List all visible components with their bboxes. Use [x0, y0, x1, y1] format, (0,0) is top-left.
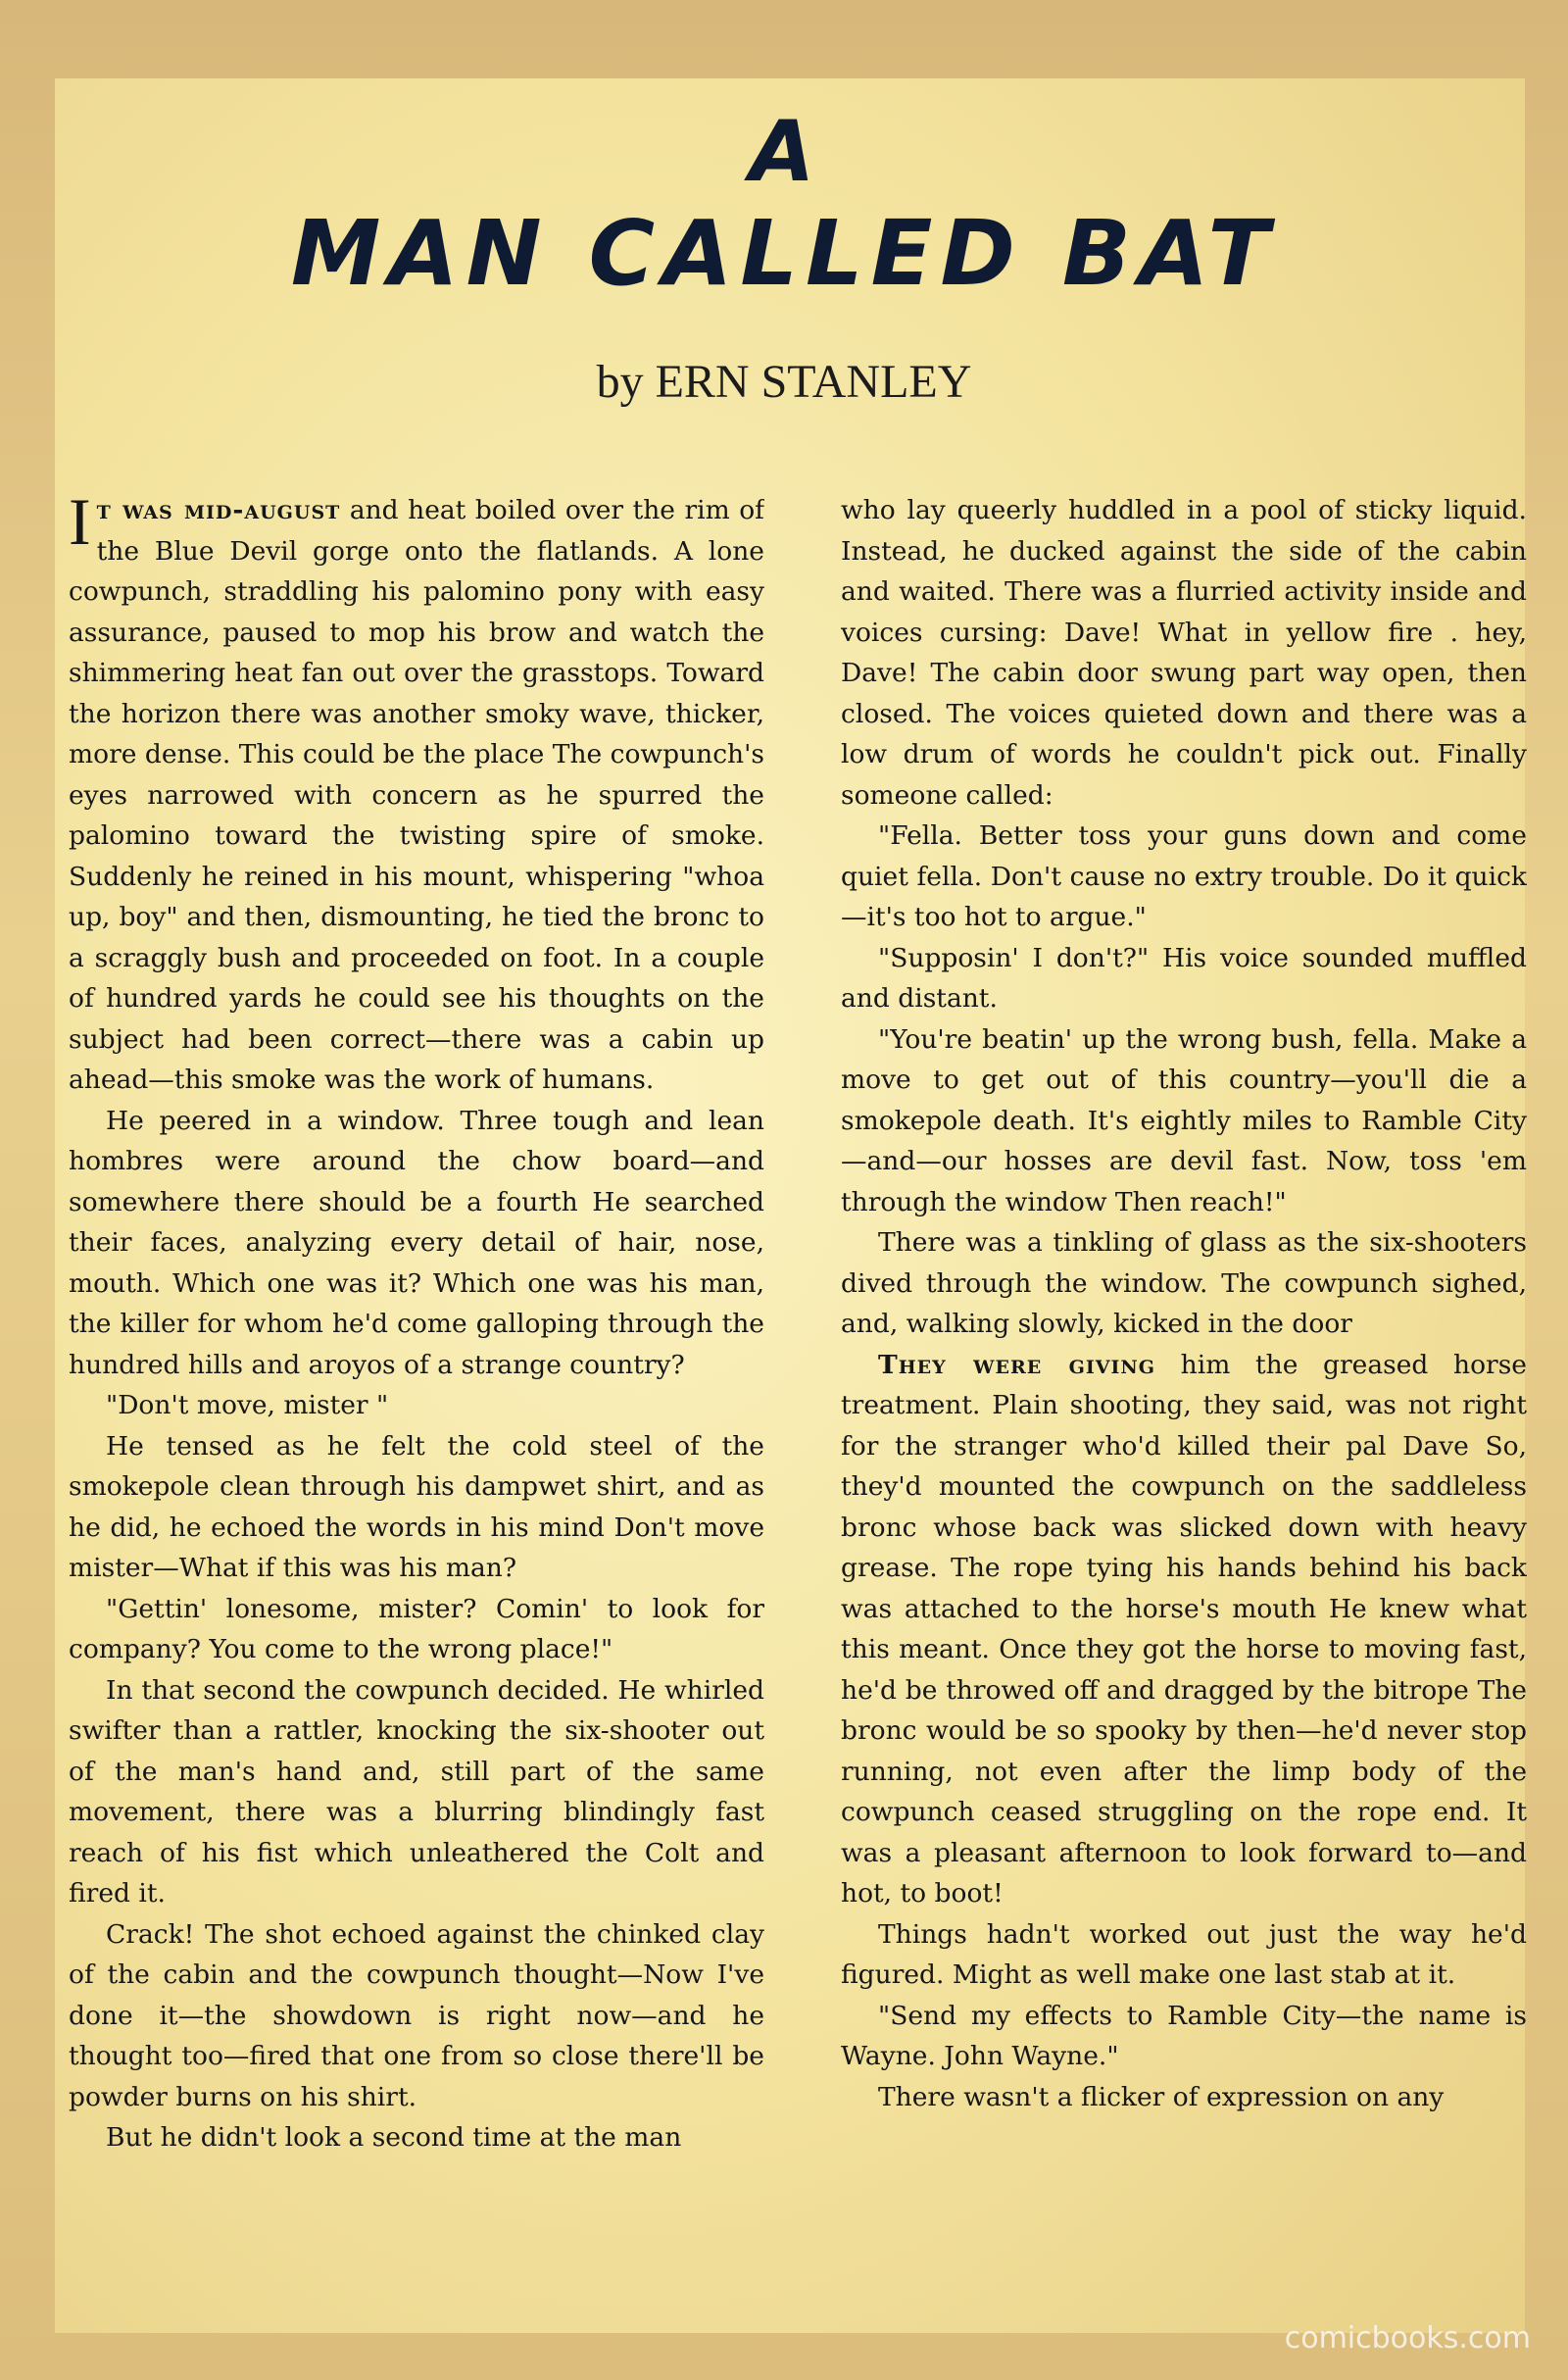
paragraph: "Fella. Better toss your guns down and come quiet fella. Don't cause no extry trouble. Do it quick—it's too hot to argue.": [841, 820, 1527, 932]
paragraph: "You're beatin' up the wrong bush, fella. Make a move to get out of this country—you'll die a smokepole death. It's eightly miles to Ramble City—and—our hosses are devil fast. Now, toss 'em through the window Then reach!": [841, 1023, 1527, 1217]
text-column-right: [841, 490, 1527, 2304]
paragraph: "Supposin' I don't?" His voice sounded muffled and distant.: [841, 942, 1527, 1014]
paragraph: Things hadn't worked out just the way he'd figured. Might as well make one last stab at it.: [841, 1918, 1527, 1990]
paragraph: He tensed as he felt the cold steel of the smokepole clean through his dampwet shirt, and as he did, he echoed the words in his mind Don't move mister—What if this was his man?: [69, 1430, 764, 1583]
paragraph: [841, 1345, 1527, 1914]
paragraph: "Gettin' lonesome, mister? Comin' to look for company? You come to the wrong place!": [69, 1593, 764, 1664]
site-watermark: comicbooks.com: [1284, 2321, 1531, 2355]
paragraph: "Don't move, mister ": [106, 1390, 389, 1420]
paragraph: "Send my effects to Ramble City—the name is Wayne. John Wayne.": [841, 2000, 1527, 2071]
paragraph: But he didn't look a second time at the man: [106, 2122, 682, 2153]
paragraph: There was a tinkling of glass as the six-shooters dived through the window. The cowpunch sighed, and, walking slowly, kicked in the door: [841, 1227, 1527, 1339]
lead-in-smallcaps: They were giving: [878, 1349, 1156, 1380]
story-title-article: A: [749, 103, 819, 201]
paragraph: Crack! The shot echoed against the chinked clay of the cabin and the cowpunch thought—Now I've done it—the showdown is right now—and he thought too—fired that one from so close there'll be powder burns on his shirt.: [69, 1918, 764, 2112]
paragraph-text: him the greased horse treatment. Plain shooting, they said, was not right for the stranger who'd killed their pal Dave So, they'd mounted the cowpunch on the saddleless bronc whose back was slicked down with heavy grease. The rope tying his hands behind his back was attached to the horse's mouth He knew what this meant. Once they got the horse to moving fast, he'd be throwed off and dragged by the bitrope The bronc would be so spooky by then—he'd never stop running, not even after the limp body of the cowpunch ceased struggling on the rope end. It was a pleasant afternoon to look forward to—and hot, to boot!: [841, 1349, 1527, 1909]
paragraph: [69, 490, 764, 1101]
story-title: MAN CALLED BAT: [290, 201, 1278, 306]
paragraph: There wasn't a flicker of expression on any: [878, 2081, 1445, 2112]
paragraph: who lay queerly huddled in a pool of sticky liquid. Instead, he ducked against the side of the cabin and waited. There was a flurried activity inside and voices cursing: Dave! What in yellow fire . hey, Dave! The cabin door swung part way open, then closed. The voices quieted down and there was a low drum of words he couldn't pick out. Finally someone called:: [841, 495, 1527, 811]
paragraph-text: and heat boiled over the rim of the Blue Devil gorge onto the flatlands. A lone cowpunch, straddling his palomino pony with easy assurance, paused to mop his brow and watch the shimmering heat fan out over the grasstops. Toward the horizon there was another smoky wave, thicker, more dense. This could be the place The cowpunch's eyes narrowed with concern as he spurred the palomino toward the twisting spire of smoke. Suddenly he reined in his mount, whispering "whoa up, boy" and then, dismounting, he tied the bronc to a scraggly bush and proceeded on foot. In a couple of hundred yards he could see his thoughts on the subject had been correct—there was a cabin up ahead—this smoke was the work of humans.: [69, 495, 764, 1095]
paragraph: In that second the cowpunch decided. He whirled swifter than a rattler, knocking the six-shooter out of the man's hand and, still part of the same movement, there was a blurring blindingly fast reach of his fist which unleathered the Colt and fired it.: [69, 1674, 764, 1909]
paragraph: He peered in a window. Three tough and lean hombres were around the chow board—and somewhere there should be a fourth He searched their faces, analyzing every detail of hair, nose, mouth. Which one was it? Which one was his man, the killer for whom he'd come galloping through the hundred hills and aroyos of a strange country?: [69, 1105, 764, 1380]
lead-in-smallcaps: t was mid-august: [96, 495, 341, 525]
story-byline: by ERN STANLEY: [596, 356, 972, 408]
text-column-left: [69, 490, 764, 2304]
drop-cap: I: [69, 490, 91, 559]
